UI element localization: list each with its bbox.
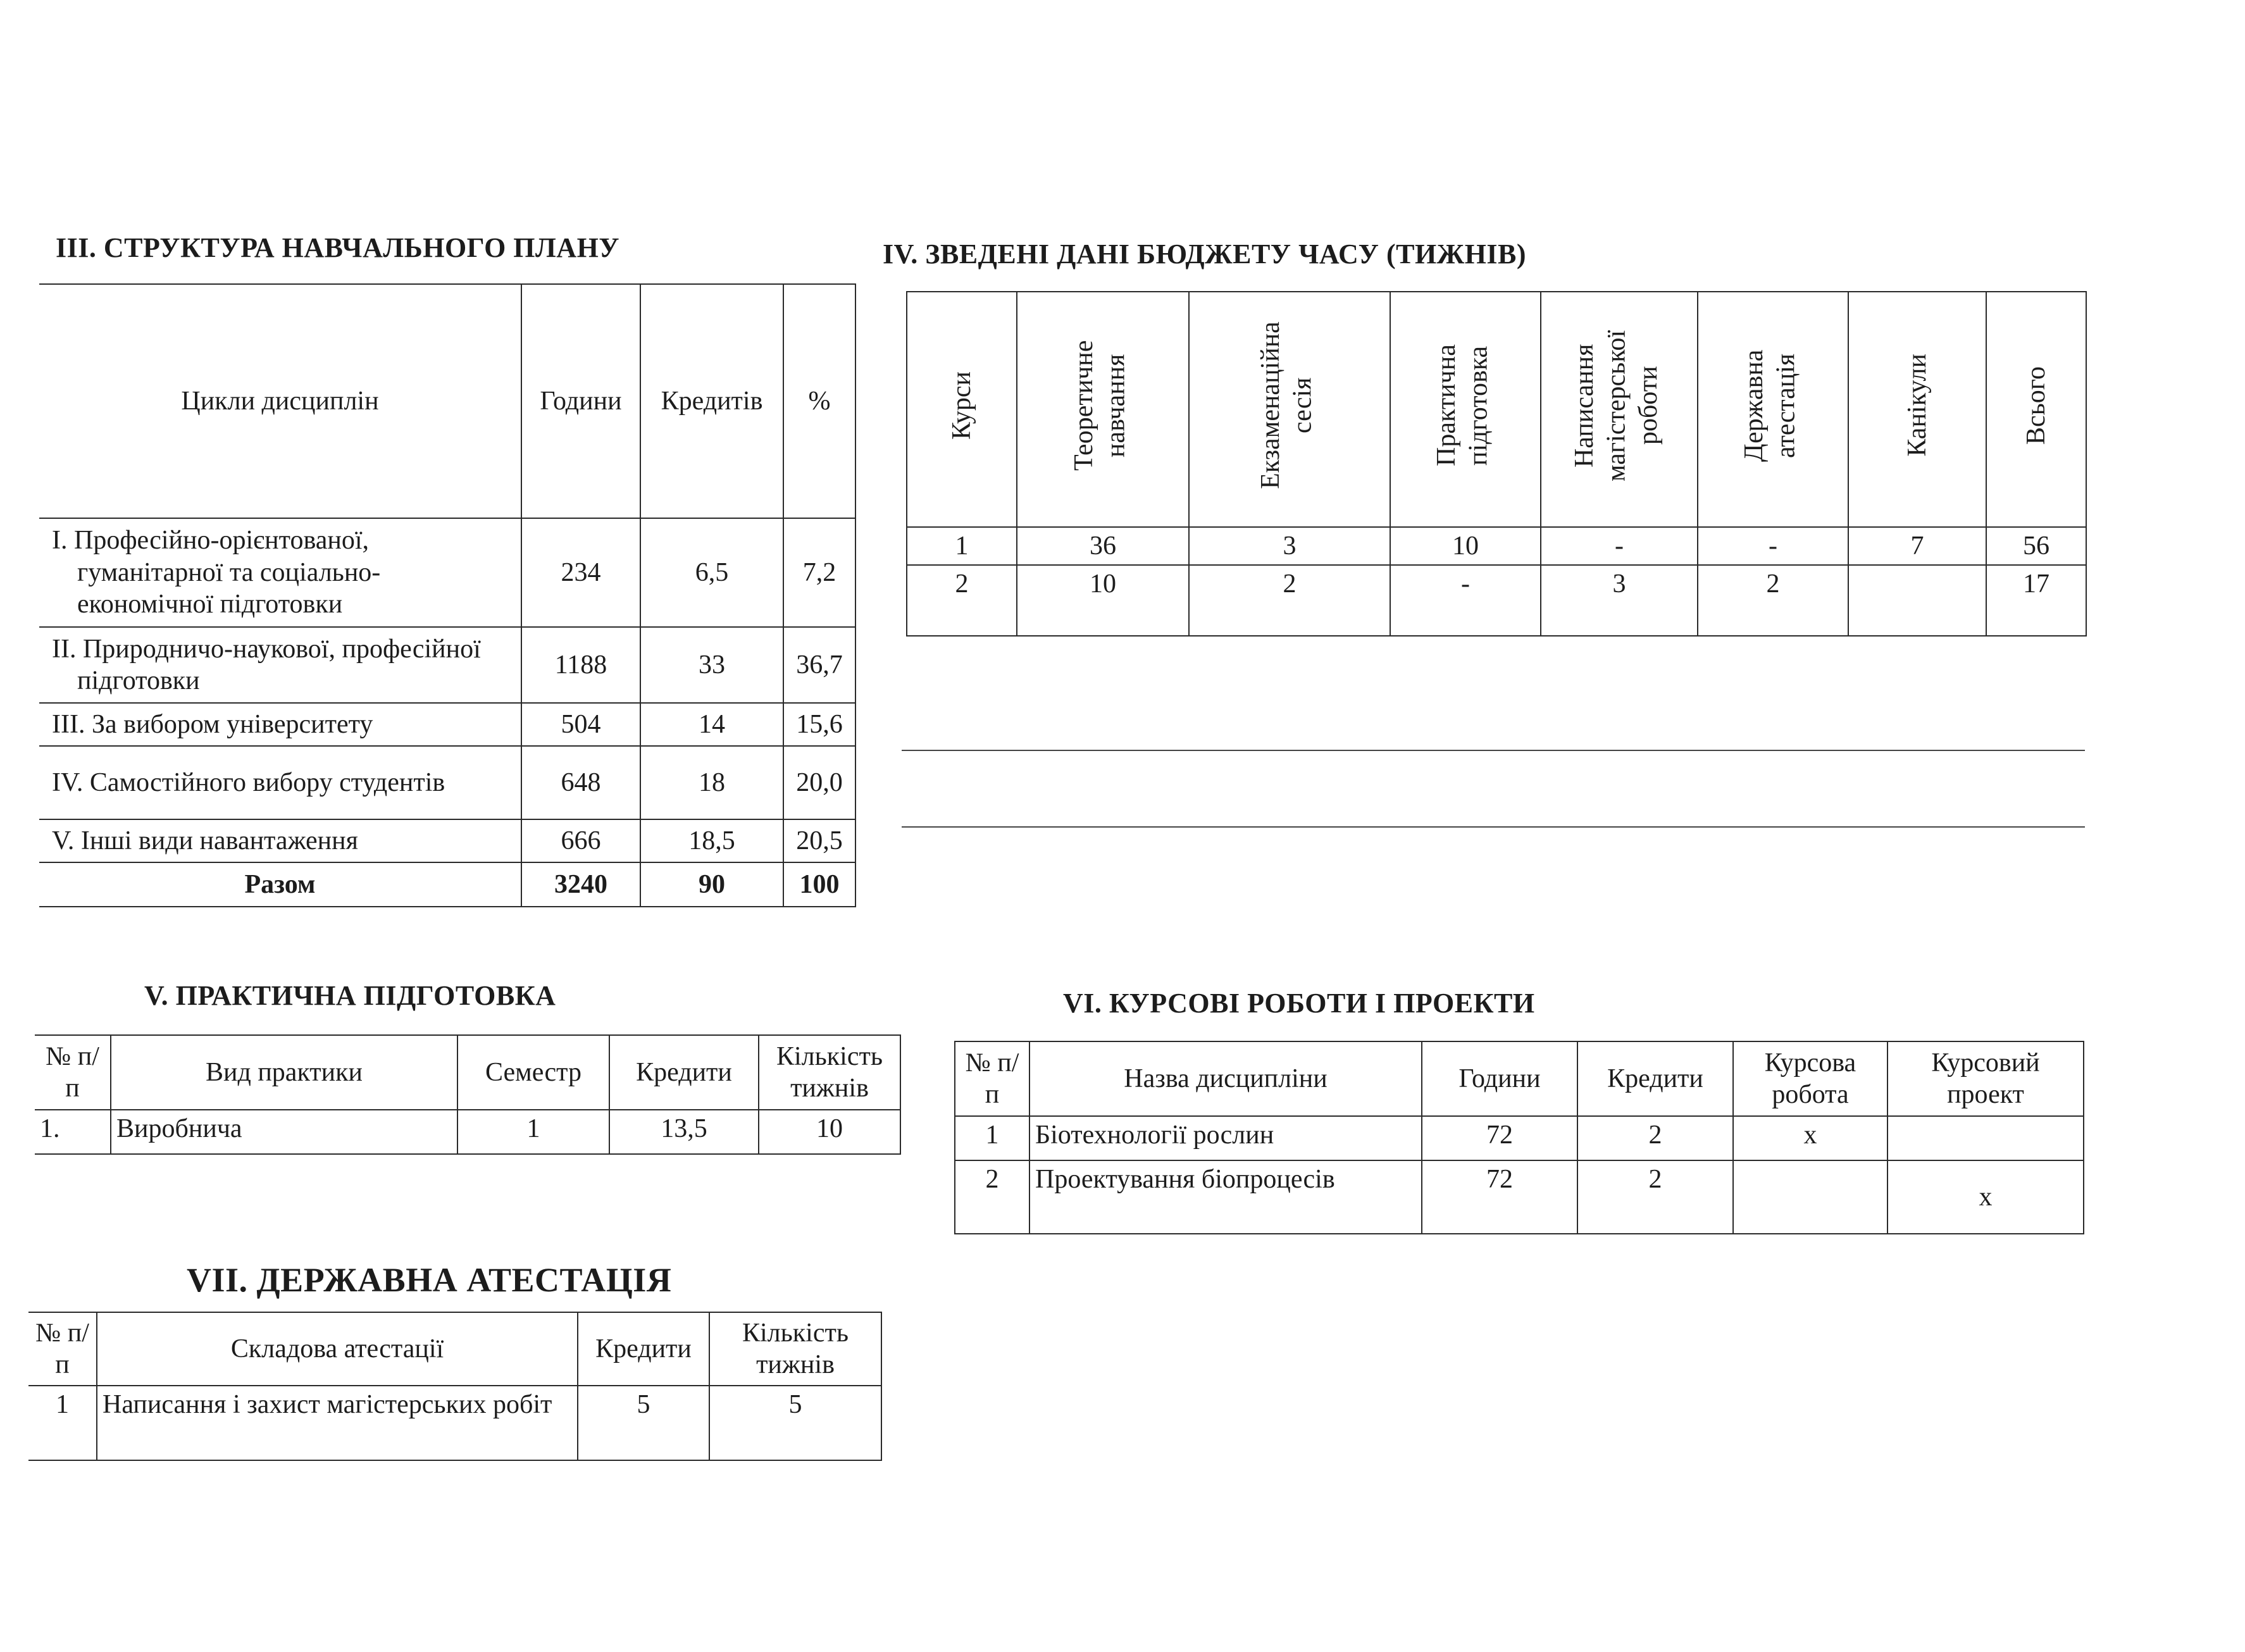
attestation-component: Написання і захист магістерських робіт	[97, 1386, 578, 1460]
header-num: № п/п	[955, 1041, 1029, 1116]
budget-table-wrap	[906, 291, 2087, 637]
total-label: Разом	[39, 862, 521, 907]
header-attestation: Державна атестація	[1698, 292, 1848, 527]
header-theory: Теоретичне навчання	[1017, 292, 1189, 527]
attestation-credits: 5	[578, 1386, 709, 1460]
practice-table	[35, 1034, 901, 1155]
divider-line	[902, 826, 2085, 828]
practice-type: Виробнича	[111, 1110, 457, 1154]
budget-title: IV. ЗВЕДЕНІ ДАНІ БЮДЖЕТУ ЧАСУ (ТИЖНІВ)	[883, 239, 1527, 270]
table-row	[39, 746, 855, 819]
header-credits: Кредитів	[640, 284, 783, 518]
thesis-weeks: 3	[1541, 565, 1698, 636]
cycle-credits: 18,5	[640, 819, 783, 862]
header-hours: Години	[521, 284, 640, 518]
header-weeks: Кількість тижнів	[759, 1035, 900, 1110]
structure-table	[39, 283, 856, 907]
coursework-hours: 72	[1422, 1116, 1577, 1160]
coursework-title: VI. КУРСОВІ РОБОТИ І ПРОЕКТИ	[1063, 988, 1535, 1019]
header-credits: Кредити	[609, 1035, 759, 1110]
coursework-credits: 2	[1577, 1160, 1733, 1234]
practice-table-wrap	[35, 1034, 901, 1155]
table-row	[39, 518, 855, 627]
header-credits: Кредити	[1577, 1041, 1733, 1116]
header-total: Всього	[1986, 292, 2086, 527]
header-work: Курсова робота	[1733, 1041, 1887, 1116]
coursework-name: Проектування біопроцесів	[1029, 1160, 1422, 1234]
practice-num: 1.	[35, 1110, 111, 1154]
cycle-credits: 18	[640, 746, 783, 819]
attestation-weeks: 2	[1698, 565, 1848, 636]
cycle-name: II. Природничо-наукової, професійної підготовки	[39, 627, 521, 703]
practice-credits: 13,5	[609, 1110, 759, 1154]
cycle-percent: 36,7	[783, 627, 855, 703]
holidays-weeks	[1848, 565, 1986, 636]
coursework-name: Біотехнології рослин	[1029, 1116, 1422, 1160]
cycle-percent: 20,0	[783, 746, 855, 819]
attestation-header-row	[28, 1312, 881, 1386]
practice-weeks: -	[1390, 565, 1541, 636]
total-credits: 90	[640, 862, 783, 907]
theory-weeks: 10	[1017, 565, 1189, 636]
table-row	[955, 1116, 2084, 1160]
cycle-credits: 33	[640, 627, 783, 703]
cycle-hours: 504	[521, 703, 640, 746]
cycle-hours: 648	[521, 746, 640, 819]
cycle-percent: 15,6	[783, 703, 855, 746]
cycle-percent: 20,5	[783, 819, 855, 862]
coursework-work-mark: х	[1733, 1116, 1887, 1160]
attestation-title: VII. ДЕРЖАВНА АТЕСТАЦІЯ	[187, 1261, 672, 1299]
attestation-weeks: -	[1698, 527, 1848, 565]
coursework-header-row	[955, 1041, 2084, 1116]
header-credits: Кредити	[578, 1312, 709, 1386]
attestation-weeks: 5	[709, 1386, 881, 1460]
budget-header-row	[907, 292, 2086, 527]
header-name: Назва дисципліни	[1029, 1041, 1422, 1116]
coursework-credits: 2	[1577, 1116, 1733, 1160]
thesis-weeks: -	[1541, 527, 1698, 565]
holidays-weeks: 7	[1848, 527, 1986, 565]
table-row	[39, 627, 855, 703]
coursework-project-mark	[1887, 1116, 2084, 1160]
theory-weeks: 36	[1017, 527, 1189, 565]
header-thesis: Написання магістерської роботи	[1541, 292, 1698, 527]
total-percent: 100	[783, 862, 855, 907]
coursework-table-wrap	[954, 1041, 2084, 1234]
exam-weeks: 2	[1189, 565, 1390, 636]
cycle-hours: 1188	[521, 627, 640, 703]
header-type: Вид практики	[111, 1035, 457, 1110]
cycle-name: IV. Самостійного вибору студентів	[39, 746, 521, 819]
practice-title: V. ПРАКТИЧНА ПІДГОТОВКА	[144, 980, 556, 1011]
practice-header-row	[35, 1035, 900, 1110]
course-num: 2	[907, 565, 1017, 636]
table-row	[907, 565, 2086, 636]
attestation-num: 1	[28, 1386, 97, 1460]
practice-weeks: 10	[1390, 527, 1541, 565]
cycle-name: I. Професійно-орієнтованої, гуманітарної та соціально-економічної підготовки	[39, 518, 521, 627]
header-semester: Семестр	[457, 1035, 609, 1110]
cycle-hours: 234	[521, 518, 640, 627]
header-hours: Години	[1422, 1041, 1577, 1116]
structure-title: III. СТРУКТУРА НАВЧАЛЬНОГО ПЛАНУ	[56, 232, 620, 263]
header-project: Курсовий проект	[1887, 1041, 2084, 1116]
table-row	[28, 1386, 881, 1460]
coursework-project-mark: х	[1887, 1160, 2084, 1234]
attestation-table	[28, 1312, 882, 1461]
table-row	[907, 527, 2086, 565]
coursework-work-mark	[1733, 1160, 1887, 1234]
header-exam: Екзаменаційна сесія	[1189, 292, 1390, 527]
total-row	[39, 862, 855, 907]
cycle-name: V. Інші види навантаження	[39, 819, 521, 862]
header-practice: Практична підготовка	[1390, 292, 1541, 527]
coursework-table	[954, 1041, 2084, 1234]
practice-weeks: 10	[759, 1110, 900, 1154]
coursework-num: 1	[955, 1116, 1029, 1160]
table-row	[955, 1160, 2084, 1234]
total-weeks: 56	[1986, 527, 2086, 565]
header-percent: %	[783, 284, 855, 518]
structure-header-row	[39, 284, 855, 518]
table-row	[39, 819, 855, 862]
practice-semester: 1	[457, 1110, 609, 1154]
structure-table-wrap	[39, 283, 856, 907]
cycle-name: III. За вибором університету	[39, 703, 521, 746]
header-weeks: Кількість тижнів	[709, 1312, 881, 1386]
cycle-credits: 14	[640, 703, 783, 746]
coursework-hours: 72	[1422, 1160, 1577, 1234]
total-hours: 3240	[521, 862, 640, 907]
coursework-num: 2	[955, 1160, 1029, 1234]
exam-weeks: 3	[1189, 527, 1390, 565]
header-cycles: Цикли дисциплін	[39, 284, 521, 518]
table-row	[39, 703, 855, 746]
header-num: № п/п	[35, 1035, 111, 1110]
divider-line	[902, 750, 2085, 751]
course-num: 1	[907, 527, 1017, 565]
attestation-table-wrap	[28, 1312, 882, 1461]
total-weeks: 17	[1986, 565, 2086, 636]
header-courses: Курси	[907, 292, 1017, 527]
header-holidays: Канікули	[1848, 292, 1986, 527]
cycle-credits: 6,5	[640, 518, 783, 627]
cycle-percent: 7,2	[783, 518, 855, 627]
table-row	[35, 1110, 900, 1154]
cycle-hours: 666	[521, 819, 640, 862]
header-component: Складова атестації	[97, 1312, 578, 1386]
budget-table	[906, 291, 2087, 637]
header-num: № п/п	[28, 1312, 97, 1386]
